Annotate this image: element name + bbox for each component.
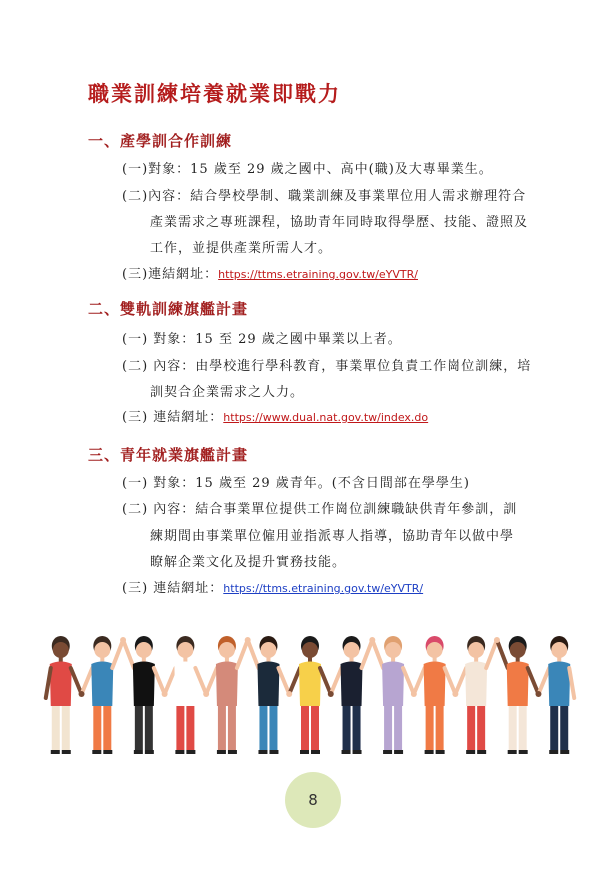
section-2-link-label: (三) 連結網址： — [122, 410, 224, 425]
joined-hands — [369, 637, 375, 643]
person-shoe — [258, 750, 267, 754]
joined-hands — [162, 691, 168, 697]
person-shoe — [342, 750, 351, 754]
person-leg-left — [426, 706, 434, 750]
person-shoe — [217, 750, 226, 754]
person-shoe — [519, 750, 528, 754]
person-neck — [142, 657, 146, 662]
section-3-content-line-2: 練期間由事業單位僱用並指派專人指導，協助青年以做中學 — [150, 529, 515, 544]
person-head — [344, 642, 360, 658]
person-torso — [382, 662, 404, 707]
person-torso — [548, 662, 570, 707]
person-leg-right — [269, 706, 277, 750]
section-2-link-row — [122, 406, 428, 425]
person-neck — [266, 657, 270, 662]
person-neck — [433, 657, 437, 662]
section-1-content-line-3: 工作，並提供產業所需人才。 — [150, 241, 333, 256]
person-shoe — [311, 750, 320, 754]
joined-hands — [120, 637, 126, 643]
section-3-link[interactable]: https://ttms.etraining.gov.tw/eYVTR/ — [223, 582, 424, 595]
person-leg-left — [550, 706, 558, 750]
person-neck — [350, 657, 354, 662]
person-neck — [308, 657, 312, 662]
person-arm-left — [414, 668, 425, 694]
section-1-link-row — [122, 263, 418, 282]
person-torso — [299, 662, 321, 707]
section-2-content-line-2: 訓契合企業需求之人力。 — [150, 385, 305, 400]
person-arm-right — [403, 668, 414, 694]
person-torso — [507, 662, 529, 707]
person-shoe — [466, 750, 475, 754]
section-3-target: (一) 對象：15 歲至 29 歲青年。(不含日間部在學學生) — [122, 476, 470, 491]
person-head — [177, 642, 193, 658]
person-leg-left — [509, 706, 517, 750]
person-shoe — [394, 750, 403, 754]
section-3-link-row — [122, 577, 423, 596]
person-torso — [257, 662, 279, 707]
person-leg-left — [384, 706, 392, 750]
person-arm-right — [362, 640, 373, 668]
person-head — [302, 642, 318, 658]
person-leg-left — [176, 706, 184, 750]
person-leg-left — [218, 706, 226, 750]
person-leg-left — [343, 706, 351, 750]
section-2-content-line-1: (二) 內容：由學校進行學科教育，事業單位負責工作崗位訓練，培 — [122, 359, 532, 374]
person-shoe — [228, 750, 237, 754]
person-leg-right — [62, 706, 70, 750]
person-head — [219, 642, 235, 658]
person-neck — [391, 657, 395, 662]
person-shoe — [425, 750, 434, 754]
person-arm-left — [455, 668, 466, 694]
person-shoe — [145, 750, 154, 754]
person-arm-left — [538, 668, 549, 694]
person-arm-right — [112, 640, 123, 668]
person-head — [385, 642, 401, 658]
person-arm-right — [71, 668, 82, 694]
section-2-target: (一) 對象：15 至 29 歲之國中畢業以上者。 — [122, 332, 402, 347]
section-1-content-line-1: (二)內容：結合學校學制、職業訓練及事業單位用人需求辦理符合 — [122, 189, 527, 204]
person-leg-right — [353, 706, 361, 750]
person-shoe — [92, 750, 101, 754]
person-torso — [424, 662, 446, 707]
person-leg-right — [186, 706, 194, 750]
person-leg-right — [560, 706, 568, 750]
person-head — [260, 642, 276, 658]
section-1-target: (一)對象：15 歲至 29 歲之國中、高中(職)及大專畢業生。 — [122, 162, 493, 177]
person-arm-left — [206, 668, 217, 694]
person-arm-right — [569, 668, 574, 698]
person-arm-left — [165, 668, 176, 694]
person-head — [427, 642, 443, 658]
section-heading-2: 二、雙軌訓練旗艦計畫 — [88, 300, 249, 318]
person-shoe — [62, 750, 71, 754]
person-leg-right — [145, 706, 153, 750]
person-shoe — [436, 750, 445, 754]
section-3-link-label: (三) 連結網址： — [122, 581, 224, 596]
joined-hands — [286, 691, 292, 697]
person-leg-left — [259, 706, 267, 750]
person-leg-left — [135, 706, 143, 750]
person-torso — [465, 662, 487, 707]
people-holding-hands-illustration — [40, 628, 580, 763]
person-head — [53, 642, 69, 658]
person-arm-left — [82, 668, 93, 694]
person-leg-left — [52, 706, 60, 750]
person-shoe — [103, 750, 112, 754]
person-torso — [133, 662, 155, 707]
person-leg-right — [228, 706, 236, 750]
person-neck — [183, 657, 187, 662]
person-arm-left — [123, 640, 134, 668]
joined-hands — [203, 691, 209, 697]
person-shoe — [175, 750, 184, 754]
section-heading-1: 一、產學訓合作訓練 — [88, 132, 233, 150]
person-leg-right — [436, 706, 444, 750]
person-shoe — [269, 750, 278, 754]
page-title: 職業訓練培養就業即戰力 — [88, 81, 341, 106]
person-shoe — [560, 750, 569, 754]
joined-hands — [494, 637, 500, 643]
person-neck — [474, 657, 478, 662]
person-torso — [216, 662, 238, 707]
person-neck — [100, 657, 104, 662]
section-3-content-line-1: (二) 內容：結合事業單位提供工作崗位訓練職缺供青年參訓，訓 — [122, 502, 518, 517]
person-arm-left — [497, 640, 508, 668]
person-shoe — [508, 750, 517, 754]
person-arm-right — [154, 668, 165, 694]
person-shoe — [477, 750, 486, 754]
person-arm-left — [372, 640, 383, 668]
person-leg-left — [467, 706, 475, 750]
joined-hands — [535, 691, 541, 697]
person-arm-left — [248, 640, 259, 668]
person-neck — [557, 657, 561, 662]
page-number: 8 — [308, 791, 318, 809]
person-shoe — [549, 750, 558, 754]
joined-hands — [79, 691, 85, 697]
person-leg-right — [519, 706, 527, 750]
person-leg-right — [103, 706, 111, 750]
joined-hands — [411, 691, 417, 697]
joined-hands — [328, 691, 334, 697]
person-shoe — [134, 750, 143, 754]
person-arm-right — [486, 640, 497, 668]
person-torso — [174, 662, 196, 707]
person-shoe — [353, 750, 362, 754]
person-shoe — [51, 750, 60, 754]
person-leg-right — [477, 706, 485, 750]
person-leg-right — [311, 706, 319, 750]
person-arm-right — [278, 668, 289, 694]
person-leg-right — [394, 706, 402, 750]
person-neck — [225, 657, 229, 662]
person-neck — [516, 657, 520, 662]
page-number-circle — [285, 772, 341, 828]
person-neck — [59, 657, 63, 662]
person-shoe — [186, 750, 195, 754]
person-torso — [91, 662, 113, 707]
person-shoe — [383, 750, 392, 754]
section-1-link-label: (三)連結網址： — [122, 267, 219, 282]
person-arm-left — [331, 668, 342, 694]
person-head — [136, 642, 152, 658]
person-torso — [341, 662, 363, 707]
person-head — [510, 642, 526, 658]
section-1-content-line-2: 產業需求之專班課程，協助青年同時取得學歷、技能、證照及 — [150, 215, 529, 230]
section-heading-3: 三、青年就業旗艦計畫 — [88, 446, 249, 464]
joined-hands — [245, 637, 251, 643]
section-1-link[interactable]: https://ttms.etraining.gov.tw/eYVTR/ — [218, 268, 418, 281]
person-leg-left — [93, 706, 101, 750]
person-head — [551, 642, 567, 658]
section-3-content-line-3: 瞭解企業文化及提升實務技能。 — [150, 555, 347, 570]
person-shoe — [300, 750, 309, 754]
section-2-link[interactable]: https://www.dual.nat.gov.tw/index.do — [223, 411, 429, 424]
person-arm-right — [528, 668, 539, 694]
person-leg-left — [301, 706, 309, 750]
person-arm-right — [237, 640, 248, 668]
person-torso — [50, 662, 72, 707]
person-arm-right — [445, 668, 456, 694]
person-head — [94, 642, 110, 658]
person-arm-left — [46, 668, 51, 698]
person-arm-right — [320, 668, 331, 694]
person-head — [468, 642, 484, 658]
joined-hands — [452, 691, 458, 697]
person-arm-right — [195, 668, 206, 694]
person-arm-left — [289, 668, 300, 694]
